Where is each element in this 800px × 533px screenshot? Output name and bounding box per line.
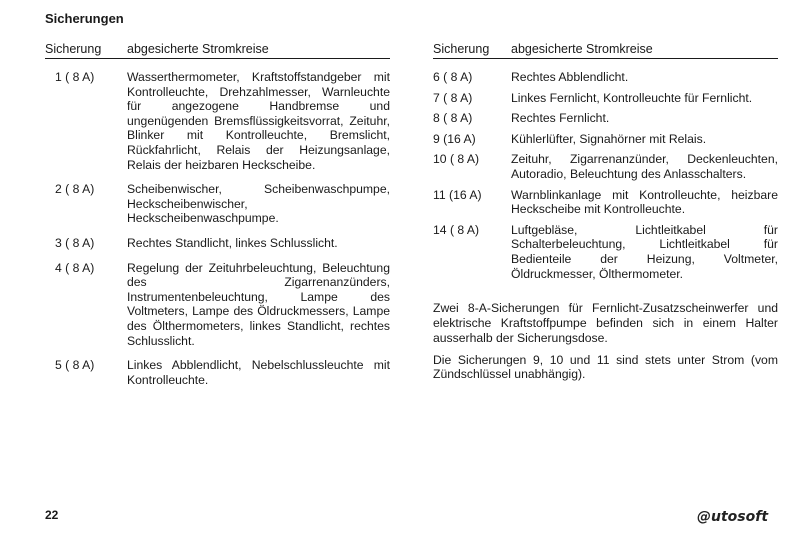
table-header [45, 42, 390, 59]
fuse-table-left [45, 42, 390, 387]
fuse-number: 6 ( 8 A) [433, 70, 473, 84]
fuse-number: 7 ( 8 A) [433, 90, 473, 105]
table-row [433, 188, 778, 217]
fuse-number: 14 ( 8 A) [433, 222, 480, 237]
fuse-number: 9 (16 A) [433, 131, 476, 146]
header-fuse: Sicherung [433, 42, 490, 56]
fuse-circuits: Rechtes Abblendlicht. [511, 70, 629, 84]
fuse-number: 5 ( 8 A) [55, 358, 95, 373]
fuse-number: 11 (16 A) [433, 187, 482, 202]
header-circuits: abgesicherte Stromkreise [127, 42, 269, 56]
fuse-number: 2 ( 8 A) [55, 182, 95, 197]
table-header [433, 42, 778, 59]
fuse-number: 1 ( 8 A) [55, 70, 95, 84]
table-row [433, 111, 778, 126]
fuse-circuits: Linkes Fernlicht, Kontrolleuchte für Fernlicht. [511, 90, 753, 105]
fuse-circuits: Linkes Abblendlicht, Nebelschlussleuchte mit Kontrolleuchte. [127, 358, 390, 387]
note-paragraph: Zwei 8-A-Sicherungen für Fernlicht-Zusatzscheinwerfer und elektrische Kraftstoffpumpe befinden sich in einem Halter ausserhalb der Sicherungsdose. [433, 301, 778, 345]
fuse-circuits: Regelung der Zeituhrbeleuchtung, Beleuchtung des Zigarrenanzünders, Instrumentenbeleuchtung, Lampe des Voltmeters, Lampe des Öldruckmessers, Lampe des Ölthermometers, linkes Standlicht, rechtes Schlusslicht. [127, 260, 390, 348]
fuse-circuits: Luftgebläse, Lichtleitkabel für Schalterbeleuchtung, Lichtleitkabel für Bedienteile der Heizung, Voltmeter, Öldruckmesser, Ölthermometer. [511, 222, 778, 281]
fuse-number: 3 ( 8 A) [55, 235, 95, 250]
fuse-number: 4 ( 8 A) [55, 260, 95, 275]
table-row [433, 70, 778, 85]
header-circuits: abgesicherte Stromkreise [511, 42, 653, 56]
fuse-circuits: Warnblinkanlage mit Kontrolleuchte, heizbare Heckscheibe mit Kontrolleuchte. [511, 187, 778, 217]
table-row [433, 152, 778, 181]
fuse-circuits: Zeituhr, Zigarrenanzünder, Deckenleuchten, Autoradio, Beleuchtung des Anlasschalters. [511, 152, 778, 181]
fuse-number: 10 ( 8 A) [433, 152, 480, 167]
fuse-circuits: Rechtes Fernlicht. [511, 111, 610, 126]
table-row [433, 91, 778, 106]
table-row [45, 70, 390, 172]
note-paragraph: Die Sicherungen 9, 10 und 11 sind stets unter Strom (vom Zündschlüssel unabhängig). [433, 352, 778, 382]
page-number: 22 [45, 508, 59, 522]
table-row [45, 358, 390, 387]
table-row [45, 182, 390, 226]
page-title: Sicherungen [45, 11, 124, 26]
fuse-circuits: Wasserthermometer, Kraftstoffstandgeber mit Kontrolleuchte, Drehzahlmesser, Warnleuchte für angezogene Handbremse und ungenügenden Bremsflüssigkeitsvorrat, Zeituhr, Blinker mit Kontrolleuchte, Bremslicht, Rückfahrlicht, Relais der Heizungsanlage, Relais der heizbaren Heckscheibe. [127, 70, 390, 172]
table-row [45, 236, 390, 251]
table-row [433, 132, 778, 147]
header-fuse: Sicherung [45, 42, 102, 56]
fuse-circuits: Scheibenwischer, Scheibenwaschpumpe, Heckscheibenwischer, Heckscheibenwaschpumpe. [127, 182, 390, 226]
fuse-number: 8 ( 8 A) [433, 111, 473, 126]
watermark-logo: @utosoft [697, 509, 769, 525]
table-row [45, 261, 390, 349]
fuse-table-right [433, 42, 778, 382]
fuse-circuits: Rechtes Standlicht, linkes Schlusslicht. [127, 235, 338, 250]
table-row [433, 223, 778, 281]
fuse-circuits: Kühlerlüfter, Signahörner mit Relais. [511, 131, 707, 146]
